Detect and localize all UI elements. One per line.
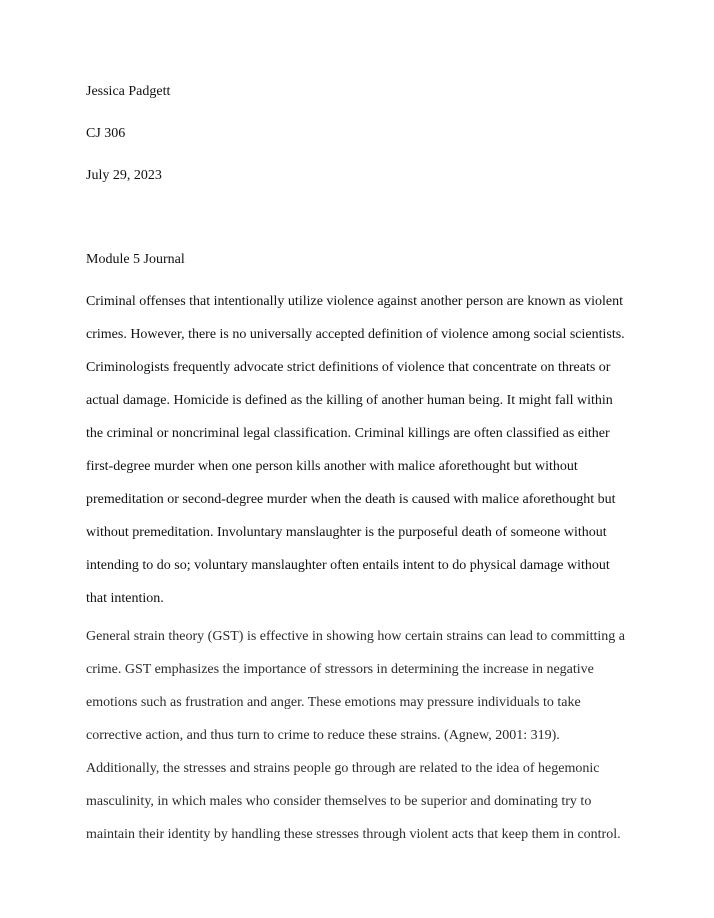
paragraph-line: crime. GST emphasizes the importance of stressors in determining the increase in negative: [86, 662, 594, 677]
paragraph-line: corrective action, and thus turn to crime to reduce these strains. (Agnew, 2001: 319).: [86, 728, 560, 743]
paragraph-line: intending to do so; voluntary manslaughter often entails intent to do physical damage without: [86, 558, 610, 573]
paragraph-line: crimes. However, there is no universally accepted definition of violence among social scientists.: [86, 327, 625, 342]
paragraph-line: the criminal or noncriminal legal classification. Criminal killings are often classified as either: [86, 426, 610, 441]
paragraph-line: premeditation or second-degree murder when the death is caused with malice aforethought but: [86, 492, 616, 507]
paragraph-line: that intention.: [86, 591, 164, 606]
paragraph-line: masculinity, in which males who consider themselves to be superior and dominating try to: [86, 794, 592, 809]
paragraph-line: Criminologists frequently advocate strict definitions of violence that concentrate on threats or: [86, 360, 611, 375]
author-name: Jessica Padgett: [86, 84, 171, 99]
paragraph-line: General strain theory (GST) is effective in showing how certain strains can lead to committing a: [86, 629, 625, 644]
paragraph-line: Additionally, the stresses and strains people go through are related to the idea of hegemonic: [86, 761, 600, 776]
document-date: July 29, 2023: [86, 168, 162, 183]
paragraph-line: first-degree murder when one person kills another with malice aforethought but without: [86, 459, 578, 474]
course-code: CJ 306: [86, 126, 126, 141]
paragraph-1: [86, 285, 646, 615]
document-title: Module 5 Journal: [86, 252, 185, 267]
paragraph-2: [86, 620, 646, 851]
paragraph-line: Criminal offenses that intentionally utilize violence against another person are known as violent: [86, 294, 624, 309]
paragraph-line: actual damage. Homicide is defined as the killing of another human being. It might fall within: [86, 393, 613, 408]
paragraph-line: emotions such as frustration and anger. These emotions may pressure individuals to take: [86, 695, 581, 710]
paragraph-line: maintain their identity by handling these stresses through violent acts that keep them in control.: [86, 827, 621, 842]
paragraph-line: without premeditation. Involuntary manslaughter is the purposeful death of someone without: [86, 525, 607, 540]
